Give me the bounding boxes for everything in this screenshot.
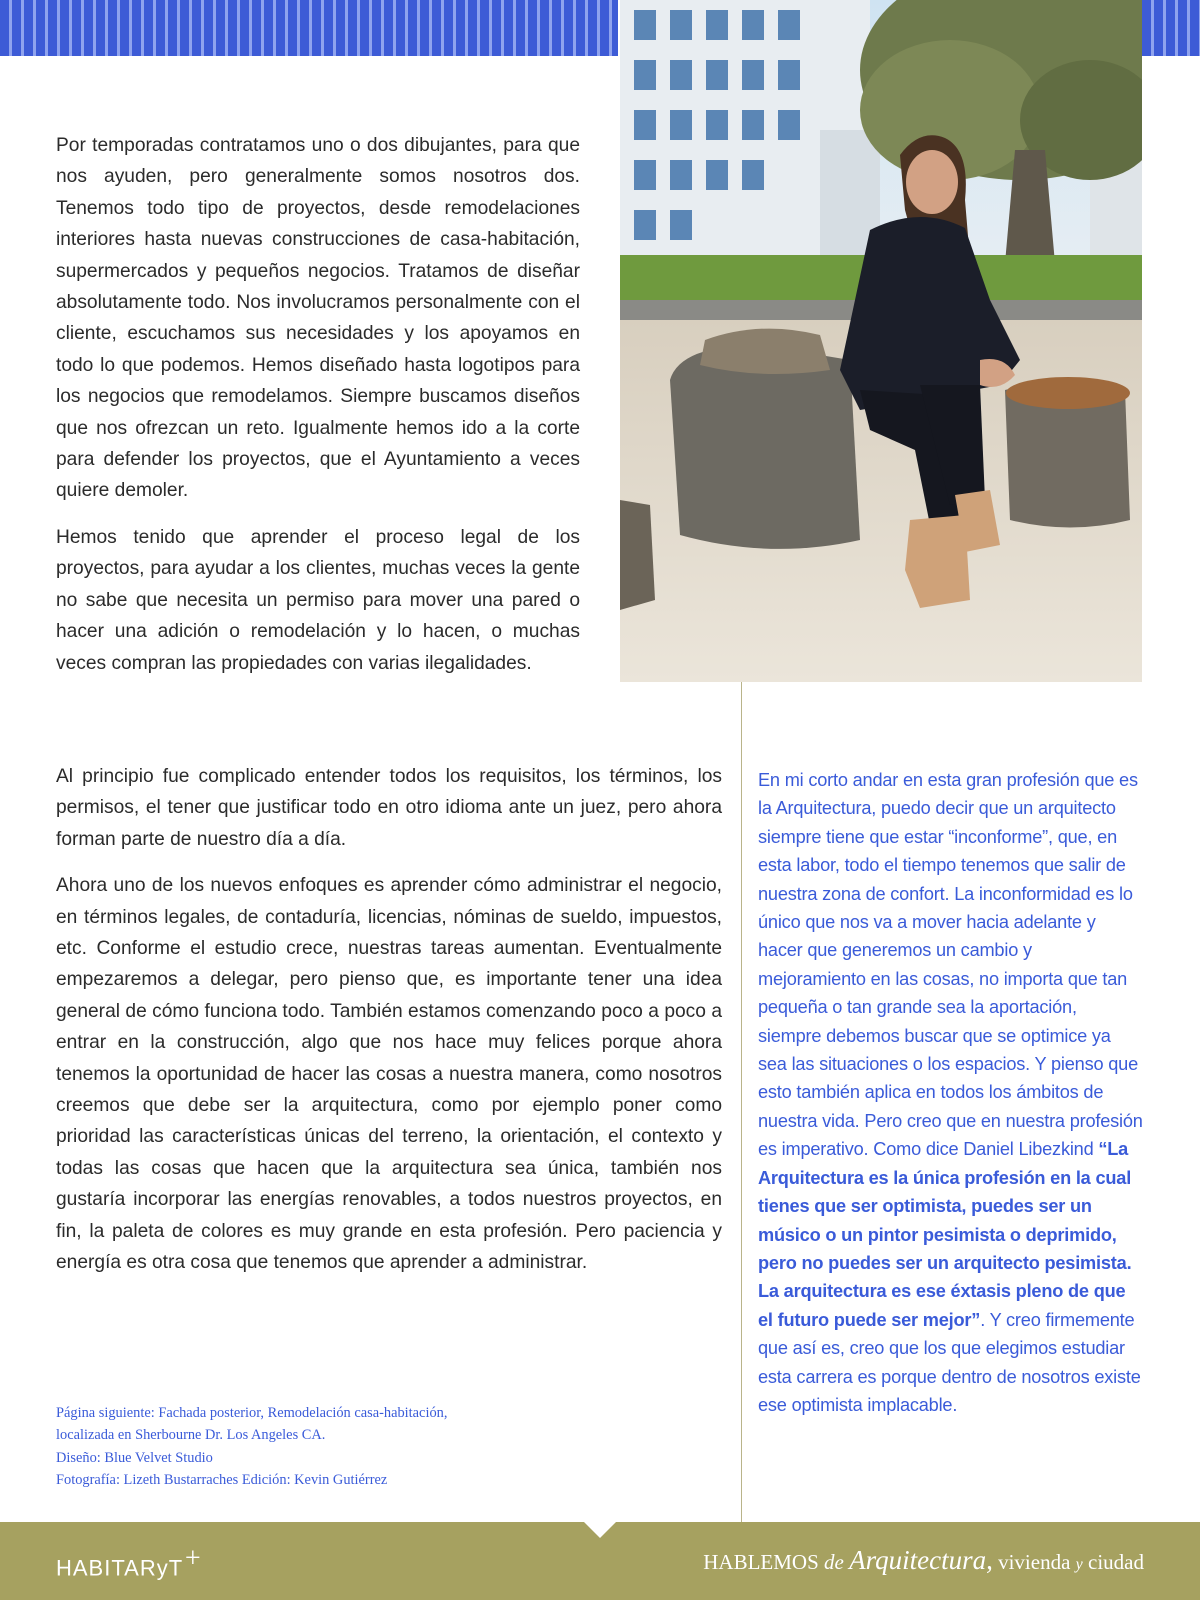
portrait-photo-drawing — [620, 0, 1142, 682]
tagline-part: y — [1075, 1556, 1083, 1573]
article-paragraph: Por temporadas contratamos uno o dos dibujantes, para que nos ayuden, pero generalmente somos nosotros dos. Tenemos todo tipo de proyectos, desde remodelaciones interiores hasta nuevas construcciones de casa-habitación, supermercados y pequeños negocios. Tratamos de diseñar absolutamente todo. Nos involucramos personalmente con el cliente, escuchamos sus necesidades y los apoyamos en todo lo que podemos. Hemos diseñado hasta logotipos para los negocios que remodelamos. Siempre buscamos diseños que nos ofrezcan un reto. Igualmente hemos ido a la corte para defender los proyectos, que el Ayuntamiento a veces quiere demoler. — [56, 135, 580, 502]
tagline-part: HABLEMOS — [703, 1550, 819, 1574]
caption-line: Página siguiente: Fachada posterior, Remodelación casa-habitación, localizada en Sherbourne Dr. Los Angeles CA. — [56, 1405, 448, 1444]
brand-logo — [56, 1543, 203, 1581]
tagline-part: vivienda — [998, 1550, 1071, 1574]
footer-notch — [584, 1522, 616, 1538]
article-paragraph: Ahora uno de los nuevos enfoques es aprender cómo administrar el negocio, en términos legales, de contaduría, licencias, nóminas de sueldo, impuestos, etc. Conforme el estudio crece, nuestras tareas aumentan. Eventualmente empezaremos a delegar, pero pienso que, es importante tener una idea general de cómo funciona todo. También estamos comenzando poco a poco a entrar en la construcción, algo que nos hace muy felices porque ahora tenemos la oportunidad de hacer las cosas a nuestra manera, como nosotros creemos que debe ser la arquitectura, como por ejemplo poner como prioridad las características únicas del terreno, la orientación, el contexto y todas las cosas que hacen que la arquitectura sea única, también nos gustaría incorporar las energías renovables, a todos nuestros proyectos, en fin, la paleta de colores es muy grande en esta profesión. Pero paciencia y energía es otra cosa que tenemos que aprender a administrar. — [56, 875, 722, 1274]
article-paragraph: Hemos tenido que aprender el proceso legal de los proyectos, para ayudar a los clientes, muchas veces la gente no sabe que necesita un permiso para mover una pared o hacer una adición o remodelación y lo hacen, o muchas veces compran las propiedades con varias ilegalidades. — [56, 526, 580, 674]
brand-name: HABITARyT — [56, 1555, 184, 1581]
portrait-photo — [620, 0, 1142, 682]
article-paragraph: Al principio fue complicado entender todos los requisitos, los términos, los permisos, el tener que justificar todo en otro idioma ante un juez, pero ahora forman parte de nuestro día a día. — [56, 766, 722, 850]
pull-quote-intro: En mi corto andar en esta gran profesión que es la Arquitectura, puedo decir que un arquitecto siempre tiene que estar “inconforme”, que, en esta labor, todo el tiempo tenemos que salir de nuestra zona de confort. La inconformidad es lo único que nos va a mover hacia adelante y hacer que generemos un cambio y mejoramiento en las cosas, no importa que tan pequeña o tan grande sea la aportación, siempre debemos buscar que se optimice ya sea las situaciones o los espacios. Y pienso que esto también aplica en todos los ámbitos de nuestra vida. Pero creo que en nuestra profesión es imperativo. Como dice Daniel Libezkind — [758, 770, 1143, 1160]
tagline-part: Arquitectura, — [849, 1545, 993, 1575]
caption-line: Diseño: Blue Velvet Studio — [56, 1449, 213, 1466]
top-striped-band-right — [1142, 0, 1200, 56]
footer-tagline — [703, 1545, 1144, 1576]
top-striped-band-left — [0, 0, 618, 56]
column-divider — [741, 682, 742, 1522]
brand-plus: + — [183, 1543, 204, 1574]
article-text-bottom — [56, 761, 722, 1294]
pull-quote — [758, 766, 1143, 1419]
pull-quote-outro: . Y creo firmemente que así es, creo que los que elegimos estudiar esta carrera es porque dentro de nosotros existe ese optimista implacable. — [758, 1309, 1141, 1415]
pull-quote-emphasis: “La Arquitectura es la única profesión en la cual tienes que ser optimista, puedes ser un músico o un pintor pesimista o deprimido, pero no puedes ser un arquitecto pesimista. La arquitectura es ese éxtasis pleno de que el futuro puede ser mejor” — [758, 1139, 1132, 1330]
caption-line: Fotografía: Lizeth Bustarraches Edición: Kevin Gutiérrez — [56, 1472, 388, 1489]
article-text-top — [56, 130, 580, 694]
tagline-part: ciudad — [1088, 1550, 1144, 1574]
photo-caption — [56, 1402, 496, 1492]
tagline-part: de — [824, 1550, 844, 1574]
